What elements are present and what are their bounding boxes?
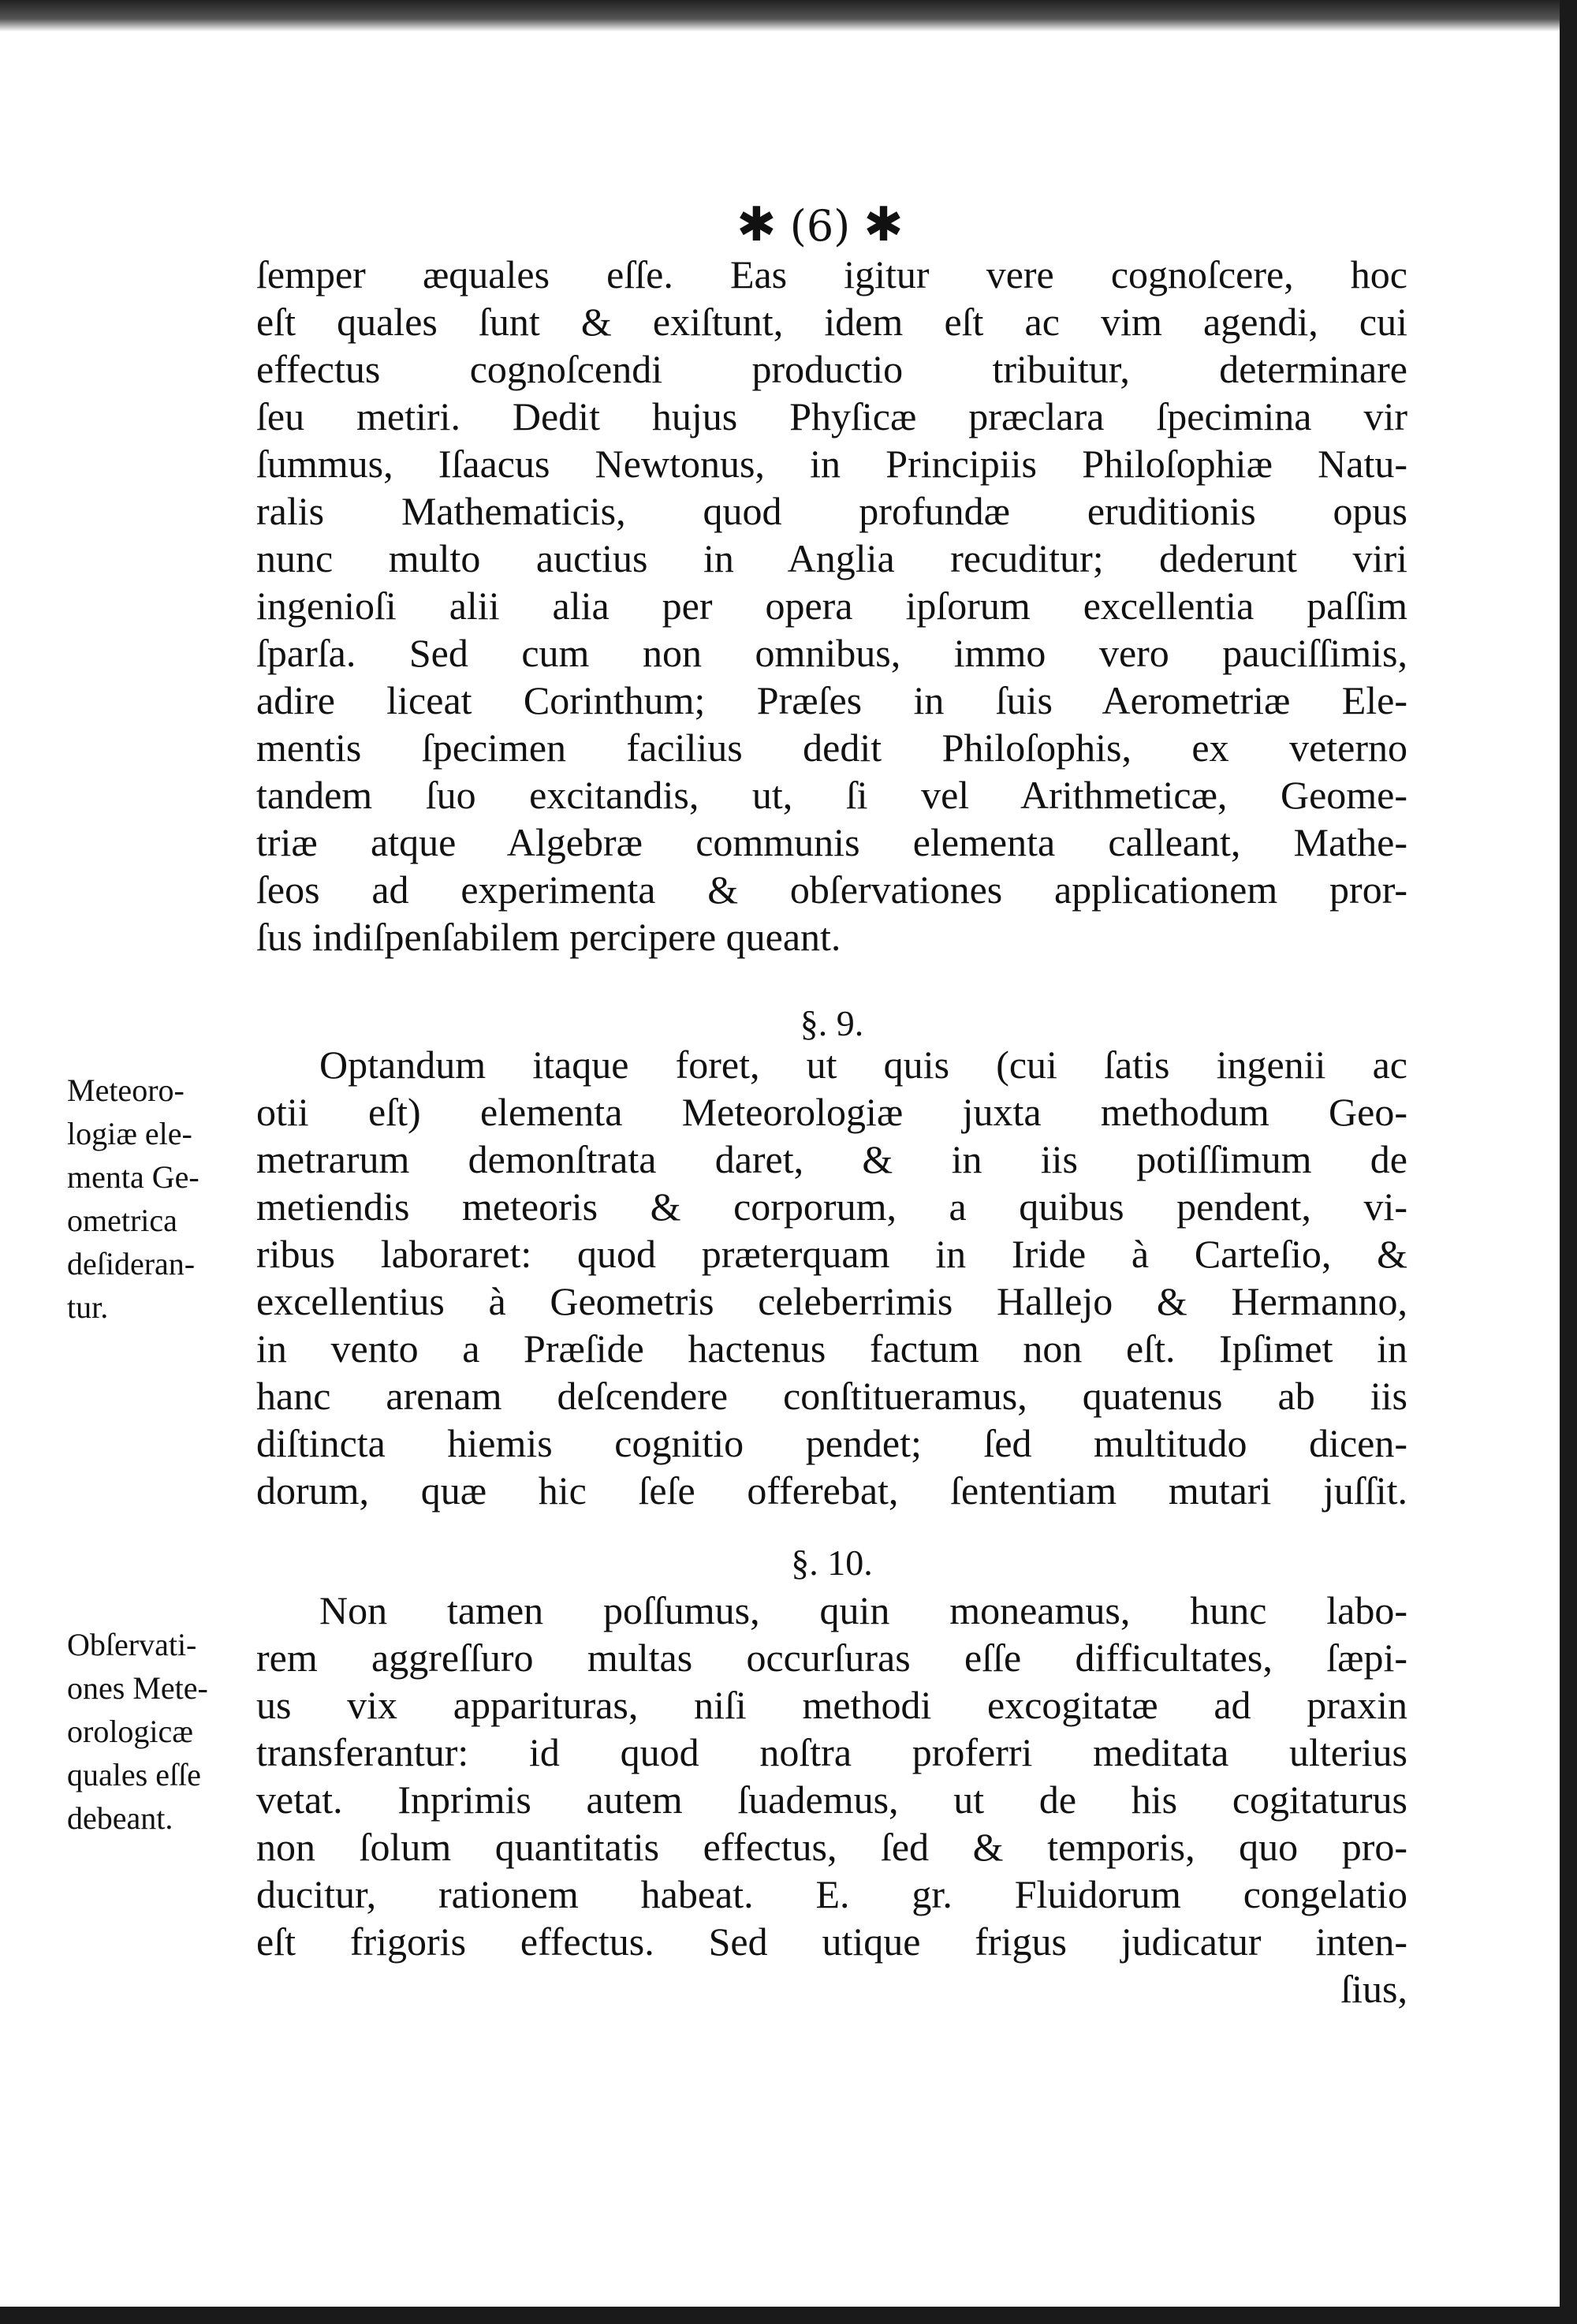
text-line: eſt quales ſunt & exiſtunt, idem eſt ac vim agendi, cui xyxy=(256,300,1407,344)
text-line: triæ atque Algebræ communis elementa calleant, Mathe- xyxy=(256,820,1407,864)
margin-note-meteorologiae xyxy=(67,1069,264,1329)
section-heading-9: §. 9. xyxy=(800,1003,864,1043)
margin-note-observationes xyxy=(67,1623,264,1840)
text-line: ſus indiſpenſabilem percipere queant. xyxy=(256,915,841,959)
margin-note-line: tur. xyxy=(67,1289,109,1325)
margin-note-line: ometrica xyxy=(67,1203,177,1238)
text-line: dorum, quæ hic ſeſe offerebat, ſententiam mutari juſſit. xyxy=(256,1468,1407,1513)
catchword: ſius, xyxy=(1340,1967,1407,2011)
text-line: Non tamen poſſumus, quin moneamus, hunc labo- xyxy=(319,1588,1407,1632)
text-line: ſeos ad experimenta & obſervationes applicationem pror- xyxy=(256,867,1407,912)
text-line: vetat. Inprimis autem ſuademus, ut de his cogitaturus xyxy=(256,1778,1407,1822)
asterisk-ornament-icon: ✱ xyxy=(863,197,904,252)
page-number: (6) xyxy=(789,201,851,251)
text-line: ralis Mathematicis, quod profundæ eruditionis opus xyxy=(256,489,1407,533)
margin-note-line: Meteoro- xyxy=(67,1072,185,1108)
text-line: mentis ſpecimen facilius dedit Philoſophis, ex veterno xyxy=(256,726,1407,770)
text-line: hanc arenam deſcendere conſtitueramus, quatenus ab iis xyxy=(256,1374,1407,1418)
page-header xyxy=(694,197,946,254)
text-line: metrarum demonſtrata daret, & in iis potiſſimum de xyxy=(256,1137,1407,1181)
text-line: tandem ſuo excitandis, ut, ſi vel Arithmeticæ, Geome- xyxy=(256,773,1407,817)
margin-note-line: logiæ ele- xyxy=(67,1116,192,1151)
section-heading-10: §. 10. xyxy=(791,1542,873,1583)
text-line: ſummus, Iſaacus Newtonus, in Principiis Philoſophiæ Natu- xyxy=(256,442,1407,486)
text-line: Optandum itaque foret, ut quis (cui ſatis ingenii ac xyxy=(319,1043,1407,1087)
text-line: adire liceat Corinthum; Præſes in ſuis Aerometriæ Ele- xyxy=(256,678,1407,722)
paragraph-continued xyxy=(256,251,1407,961)
text-line: ribus laboraret: quod præterquam in Iride à Carteſio, & xyxy=(256,1232,1407,1276)
text-line: eſt frigoris effectus. Sed utique frigus judicatur inten- xyxy=(256,1919,1407,1964)
paragraph-section-10 xyxy=(256,1587,1407,2013)
margin-note-line: menta Ge- xyxy=(67,1159,199,1195)
margin-note-line: deſideran- xyxy=(67,1246,196,1281)
scan-right-edge xyxy=(1560,0,1577,2324)
scan-bottom-edge xyxy=(0,2307,1577,2324)
text-line: transferantur: id quod noſtra proferri meditata ulterius xyxy=(256,1730,1407,1774)
margin-note-line: ones Mete- xyxy=(67,1670,208,1706)
scan-top-edge xyxy=(0,0,1577,32)
text-line: nunc multo auctius in Anglia recuditur; dederunt viri xyxy=(256,536,1407,580)
text-line: non ſolum quantitatis effectus, ſed & temporis, quo pro- xyxy=(256,1825,1407,1869)
margin-note-line: orologicæ xyxy=(67,1714,193,1749)
text-line: ſeu metiri. Dedit hujus Phyſicæ præclara ſpecimina vir xyxy=(256,394,1407,438)
text-line: excellentius à Geometris celeberrimis Hallejo & Hermanno, xyxy=(256,1279,1407,1323)
text-line: diſtincta hiemis cognitio pendet; ſed multitudo dicen- xyxy=(256,1421,1407,1465)
text-line: rem aggreſſuro multas occurſuras eſſe difficultates, ſæpi- xyxy=(256,1636,1407,1680)
text-line: metiendis meteoris & corporum, a quibus pendent, vi- xyxy=(256,1184,1407,1229)
text-line: ſemper æquales eſſe. Eas igitur vere cognoſcere, hoc xyxy=(256,252,1407,297)
asterisk-ornament-icon: ✱ xyxy=(736,197,777,252)
paragraph-section-9 xyxy=(256,1041,1407,1514)
text-line: ingenioſi alii alia per opera ipſorum excellentia paſſim xyxy=(256,584,1407,628)
text-line: in vento a Præſide hactenus factum non eſt. Ipſimet in xyxy=(256,1326,1407,1371)
margin-note-line: quales eſſe xyxy=(67,1757,201,1792)
text-line: otii eſt) elementa Meteorologiæ juxta methodum Geo- xyxy=(256,1090,1407,1134)
text-line: ſparſa. Sed cum non omnibus, immo vero pauciſſimis, xyxy=(256,631,1407,675)
text-line: effectus cognoſcendi productio tribuitur, determinare xyxy=(256,347,1407,391)
text-line: us vix apparituras, niſi methodi excogitatæ ad praxin xyxy=(256,1683,1407,1727)
margin-note-line: debeant. xyxy=(67,1800,173,1836)
text-line: ducitur, rationem habeat. E. gr. Fluidorum congelatio xyxy=(256,1872,1407,1916)
margin-note-line: Obſervati- xyxy=(67,1627,197,1662)
